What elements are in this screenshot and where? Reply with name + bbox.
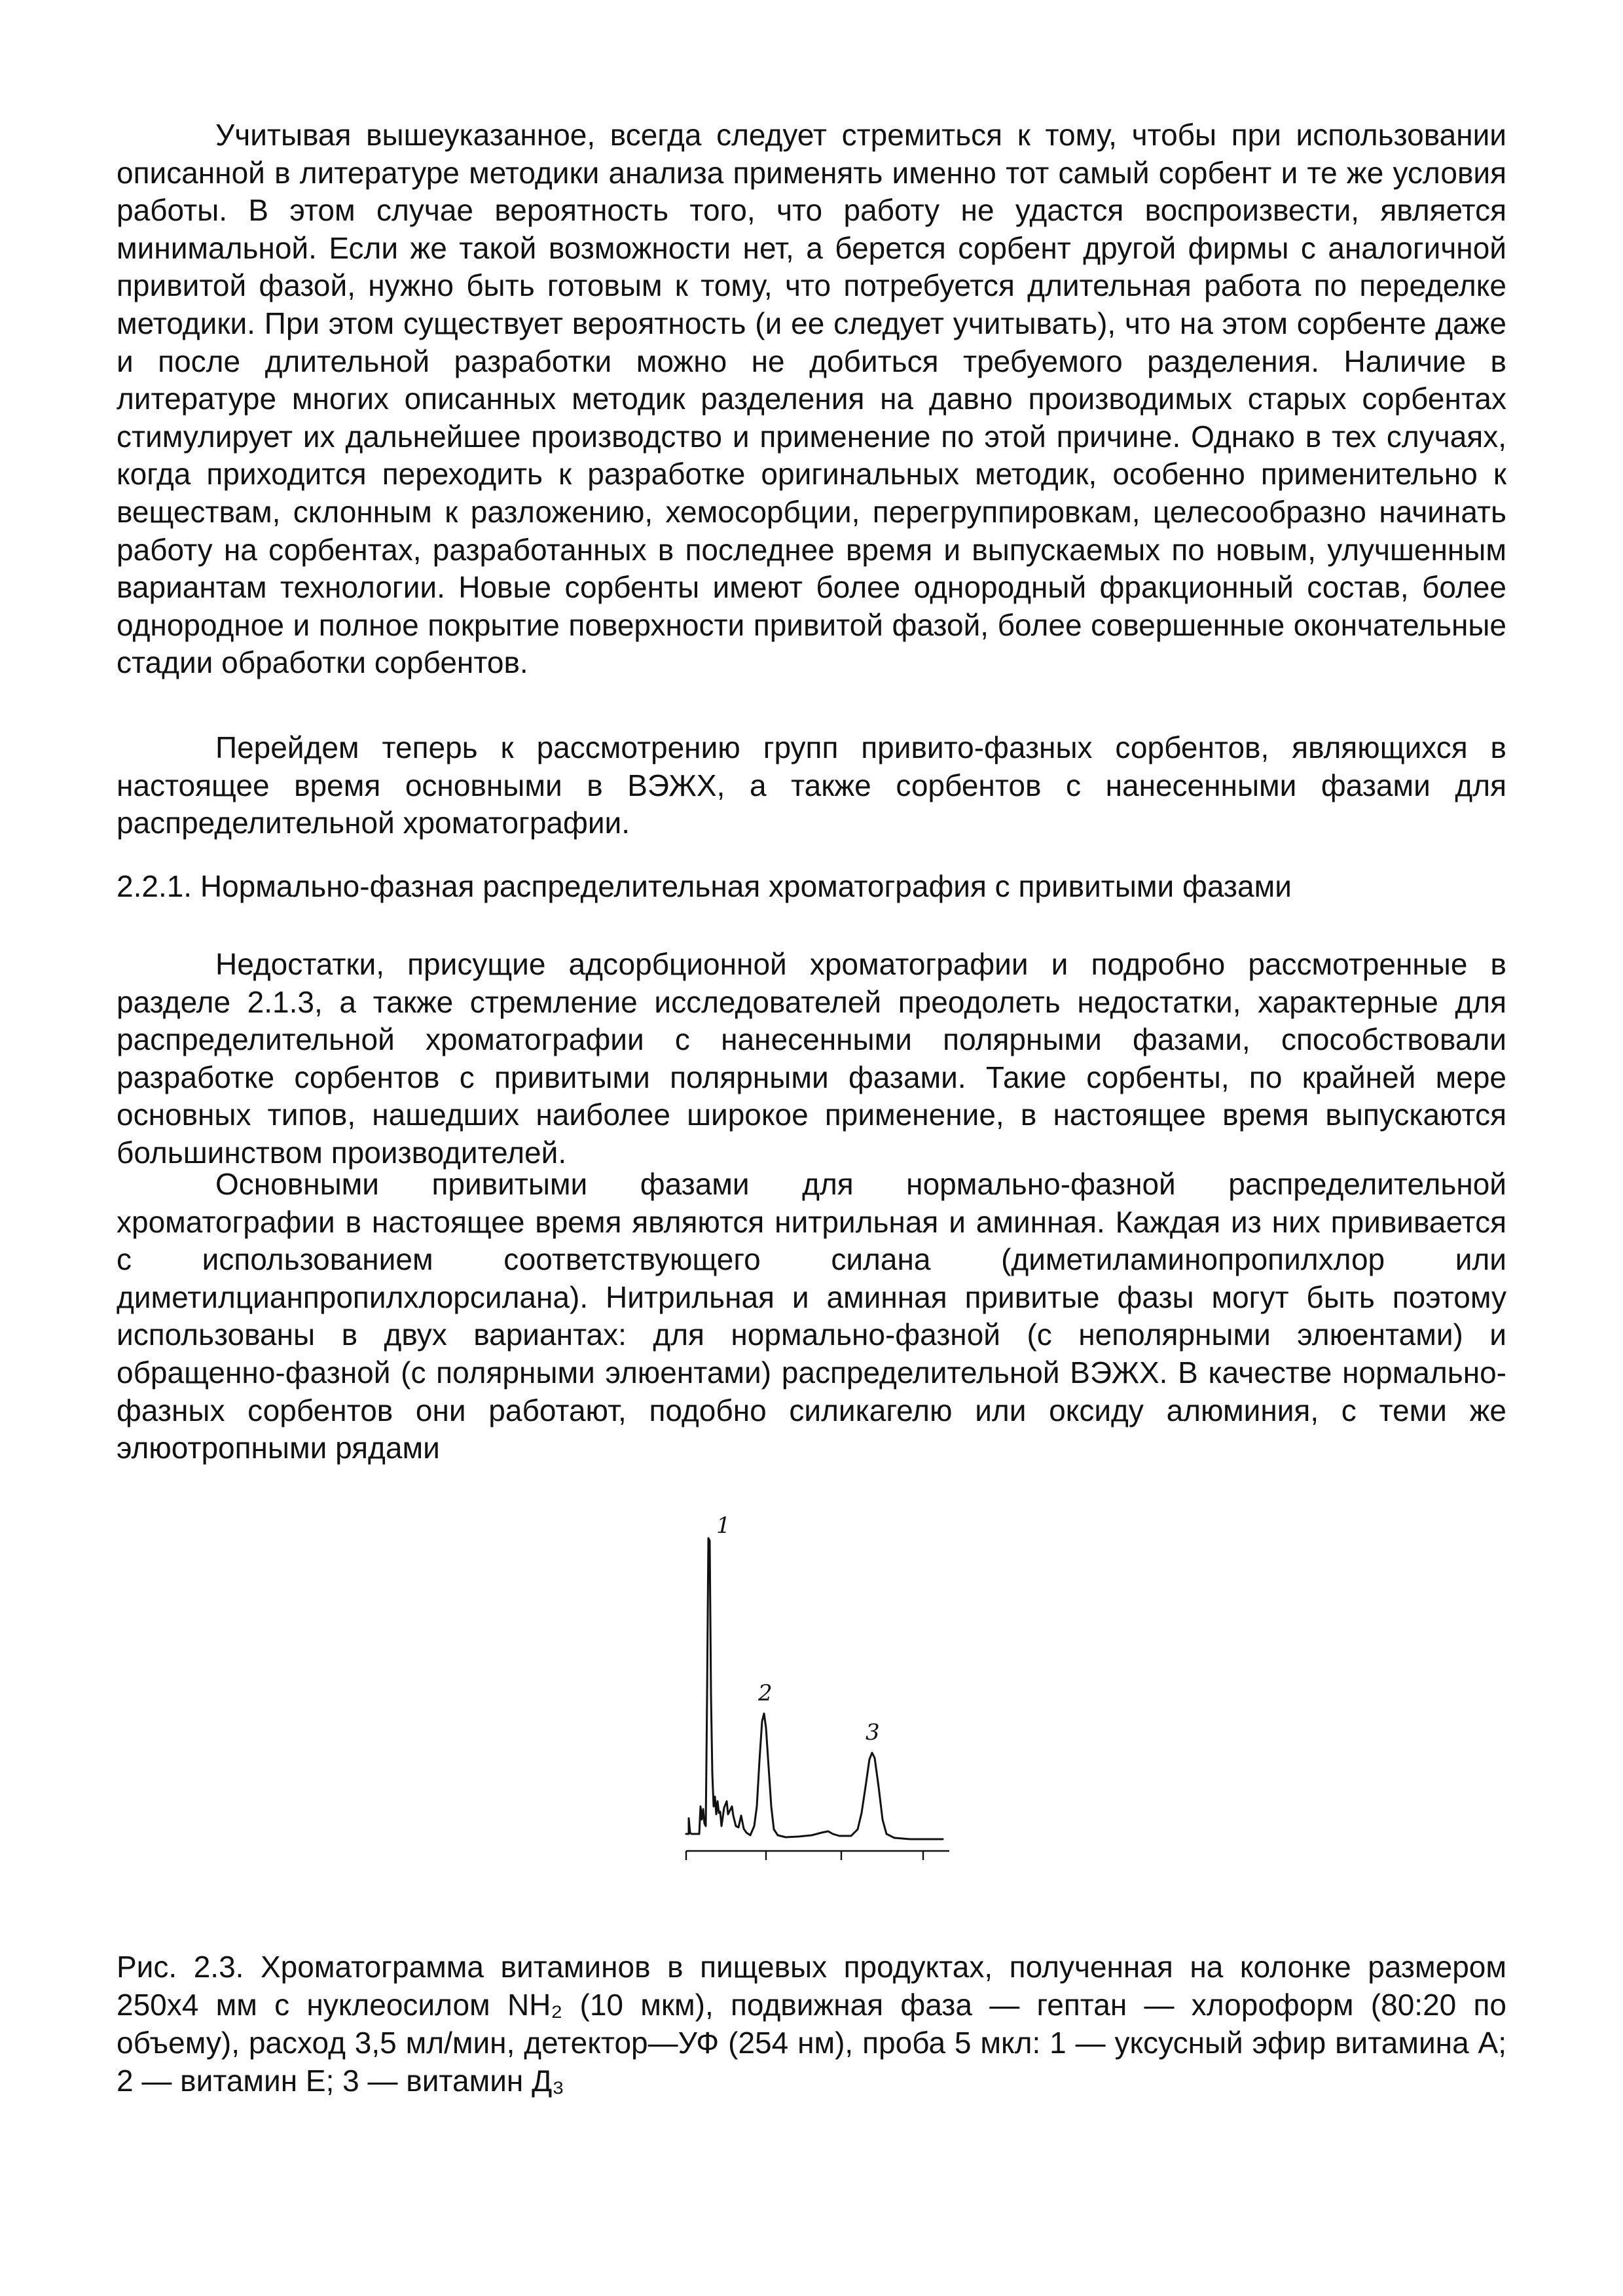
body-text-block-1 bbox=[117, 117, 1506, 682]
peak-label-2: 2 bbox=[758, 1680, 773, 1706]
paragraph-4: Основными привитыми фазами для нормально-фазной распределительной хроматографии в настоящее время являются нитрильная и аминная. Каждая из них прививается с использованием соответствующего силана (диметиламинопропилхлор или диметилцианпропилхлорсилана). Нитрильная и аминная привитые фазы могут быть поэтому использованы в двух вариантах: для нормально-фазной (с неполярными элюентами) и обращенно-фазной (с полярными элюентами) распределительной ВЭЖХ. В качестве нормально-фазных сорбентов они работают, подобно силикагелю или оксиду алюминия, с теми же элюотропными рядами bbox=[117, 1167, 1506, 1465]
chromatogram-svg bbox=[668, 1499, 976, 1878]
body-text-block-2 bbox=[117, 729, 1506, 842]
section-heading: 2.2.1. Нормально-фазная распределительная хроматография с привитыми фазами bbox=[117, 869, 1292, 903]
paragraph-1: Учитывая вышеуказанное, всегда следует стремиться к тому, чтобы при использовании описанной в литературе методики анализа применять именно тот самый сорбент и те же условия работы. В этом случае вероятность того, что работу не удастся воспроизвести, является минимальной. Если же такой возможности нет, а берется сорбент другой фирмы с аналогичной привитой фазой, нужно быть готовым к тому, что потребуется длительная работа по переделке методики. При этом существует вероятность (и ее следует учитывать), что на этом сорбенте даже и после длительной разработки можно не добиться требуемого разделения. Наличие в литературе многих описанных методик разделения на давно производимых старых сорбентах стимулирует их дальнейшее производство и применение по этой причине. Однако в тех случаях, когда приходится переходить к разработке оригинальных методик, особенно применительно к веществам, склонным к разложению, хемосорбции, перегруппировкам, целесообразно начинать работу на сорбентах, разработанных в последнее время и выпускаемых по новым, улучшенным вариантам технологии. Новые сорбенты имеют более однородный фракционный состав, более однородное и полное покрытие поверхности привитой фазой, более совершенные окончательные стадии обработки сорбентов. bbox=[117, 118, 1506, 680]
paragraph-3: Недостатки, присущие адсорбционной хроматографии и подробно рассмотренные в разделе 2.1.3, а также стремление исследователей преодолеть недостатки, характерные для распределительной хроматографии с нанесенными полярными фазами, способствовали разработке сорбентов с привитыми полярными фазами. Такие сорбенты, по крайней мере основных типов, нашедших наиболее широкое применение, в настоящее время выпускаются большинством производителей. bbox=[117, 947, 1506, 1170]
paragraph-2: Перейдем теперь к рассмотрению групп привито-фазных сорбентов, являющихся в настоящее время основными в ВЭЖХ, а также сорбентов с нанесенными фазами для распределительной хроматографии. bbox=[117, 730, 1506, 840]
body-text-block-3 bbox=[117, 946, 1506, 1172]
chromatogram-trace bbox=[686, 1538, 943, 1839]
body-text-block-4 bbox=[117, 1166, 1506, 1467]
peak-label-1: 1 bbox=[716, 1513, 731, 1539]
figure-caption: Рис. 2.3. Хроматограмма витаминов в пищевых продуктах, полученная на колонке размером 250x4 мм с нуклеосилом NH₂ (10 мкм), подвижная фаза — гептан — хлороформ (80:20 по объему), расход 3,5 мл/мин, детектор—УФ (254 нм), проба 5 мкл: 1 — уксусный эфир витамина А; 2 — витамин Е; 3 — витамин Д₃ bbox=[117, 1950, 1506, 2098]
chromatogram-figure bbox=[668, 1499, 976, 1878]
peak-label-3: 3 bbox=[866, 1719, 880, 1746]
